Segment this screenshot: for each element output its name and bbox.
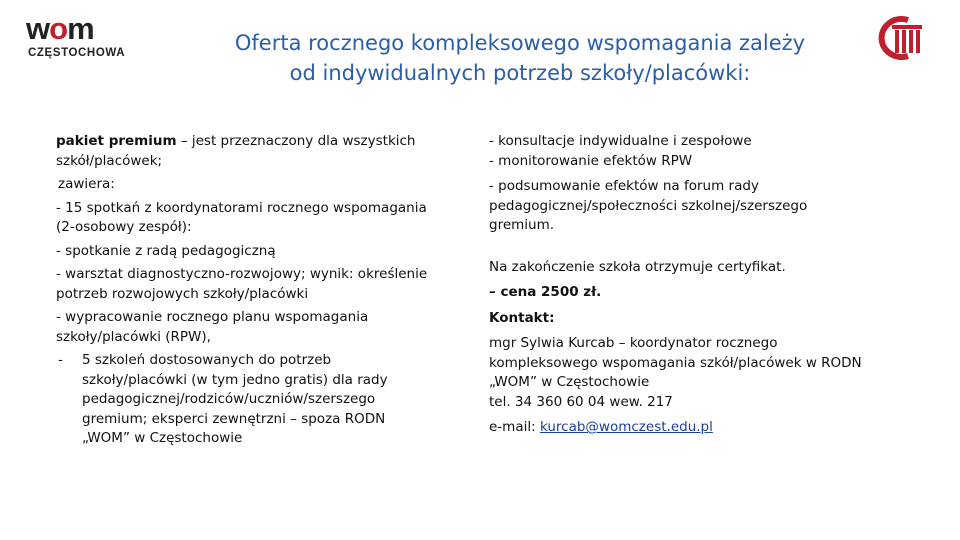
trainings-line: pedagogicznej/rodziców/uczniów/szerszego <box>82 391 376 407</box>
logo-city-name: CZĘSTOCHOWA <box>28 47 126 59</box>
premium-label: pakiet premium <box>56 133 177 149</box>
list-item-meetings: - 15 spotkań z koordynatorami rocznego wspomagania <box>56 199 427 216</box>
list-item-summary: - podsumowanie efektów na forum rady <box>489 178 759 194</box>
certificate-note: Na zakończenie szkoła otrzymuje certyfikat. <box>489 258 786 275</box>
list-item-summary-cont: pedagogicznej/społeczności szkolnej/szerszego <box>489 197 808 214</box>
list-item-trainings <box>56 351 466 449</box>
offer-right-column <box>489 132 909 438</box>
title-line-2: od indywidualnych potrzeb szkoły/placówki: <box>289 61 751 85</box>
trainings-line: gremium; eksperci zewnętrzni – spoza RODN <box>82 410 386 427</box>
contact-label: Kontakt: <box>489 309 555 326</box>
price: – cena 2500 zł. <box>489 284 602 300</box>
list-item-consultations: - konsultacje indywidualne i zespołowe <box>489 133 752 149</box>
list-item-workshop-cont: potrzeb rozwojowych szkoły/placówki <box>56 285 309 302</box>
list-item-monitoring: - monitorowanie efektów RPW <box>489 152 693 169</box>
wom-logo <box>26 11 150 62</box>
contact-email-row <box>489 418 909 438</box>
list-item-plan-cont: szkoły/placówki (RPW), <box>56 328 211 345</box>
list-item-meetings-cont: (2-osobowy zespół): <box>56 219 192 235</box>
premium-intro-cont: szkół/placówek; <box>56 152 163 169</box>
title-line-1: Oferta rocznego kompleksowego wspomagania zależy <box>234 31 806 55</box>
list-item-council-meeting: - spotkanie z radą pedagogiczną <box>56 242 276 259</box>
email-link[interactable]: kurcab@womczest.edu.pl <box>539 419 713 435</box>
list-item-summary-cont: gremium. <box>489 217 555 233</box>
list-item-plan: - wypracowanie rocznego planu wspomagania <box>56 309 369 325</box>
institution-emblem-icon <box>874 16 926 60</box>
contains-label: zawiera: <box>58 176 115 192</box>
offer-left-column <box>56 132 466 449</box>
premium-intro: pakiet premium – jest przeznaczony dla wszystkich <box>56 133 416 149</box>
contact-line: kompleksowego wspomagania szkół/placówek w RODN <box>489 354 862 371</box>
contact-line: „WOM” w Częstochowie <box>489 374 650 390</box>
bullet-dash: - <box>58 352 63 368</box>
page-title <box>180 28 860 88</box>
list-item-workshop: - warsztat diagnostyczno-rozwojowy; wynik: określenie <box>56 266 428 282</box>
contact-phone: tel. 34 360 60 04 wew. 217 <box>489 393 673 410</box>
contact-line: mgr Sylwia Kurcab – koordynator rocznego <box>489 335 778 351</box>
trainings-line: szkoły/placówki (w tym jedno gratis) dla rady <box>82 371 388 388</box>
trainings-line: „WOM” w Częstochowie <box>82 430 243 446</box>
trainings-line: 5 szkoleń dostosowanych do potrzeb <box>82 352 332 368</box>
email-label: e-mail: <box>489 419 540 435</box>
wom-wordmark: wom <box>26 11 94 46</box>
